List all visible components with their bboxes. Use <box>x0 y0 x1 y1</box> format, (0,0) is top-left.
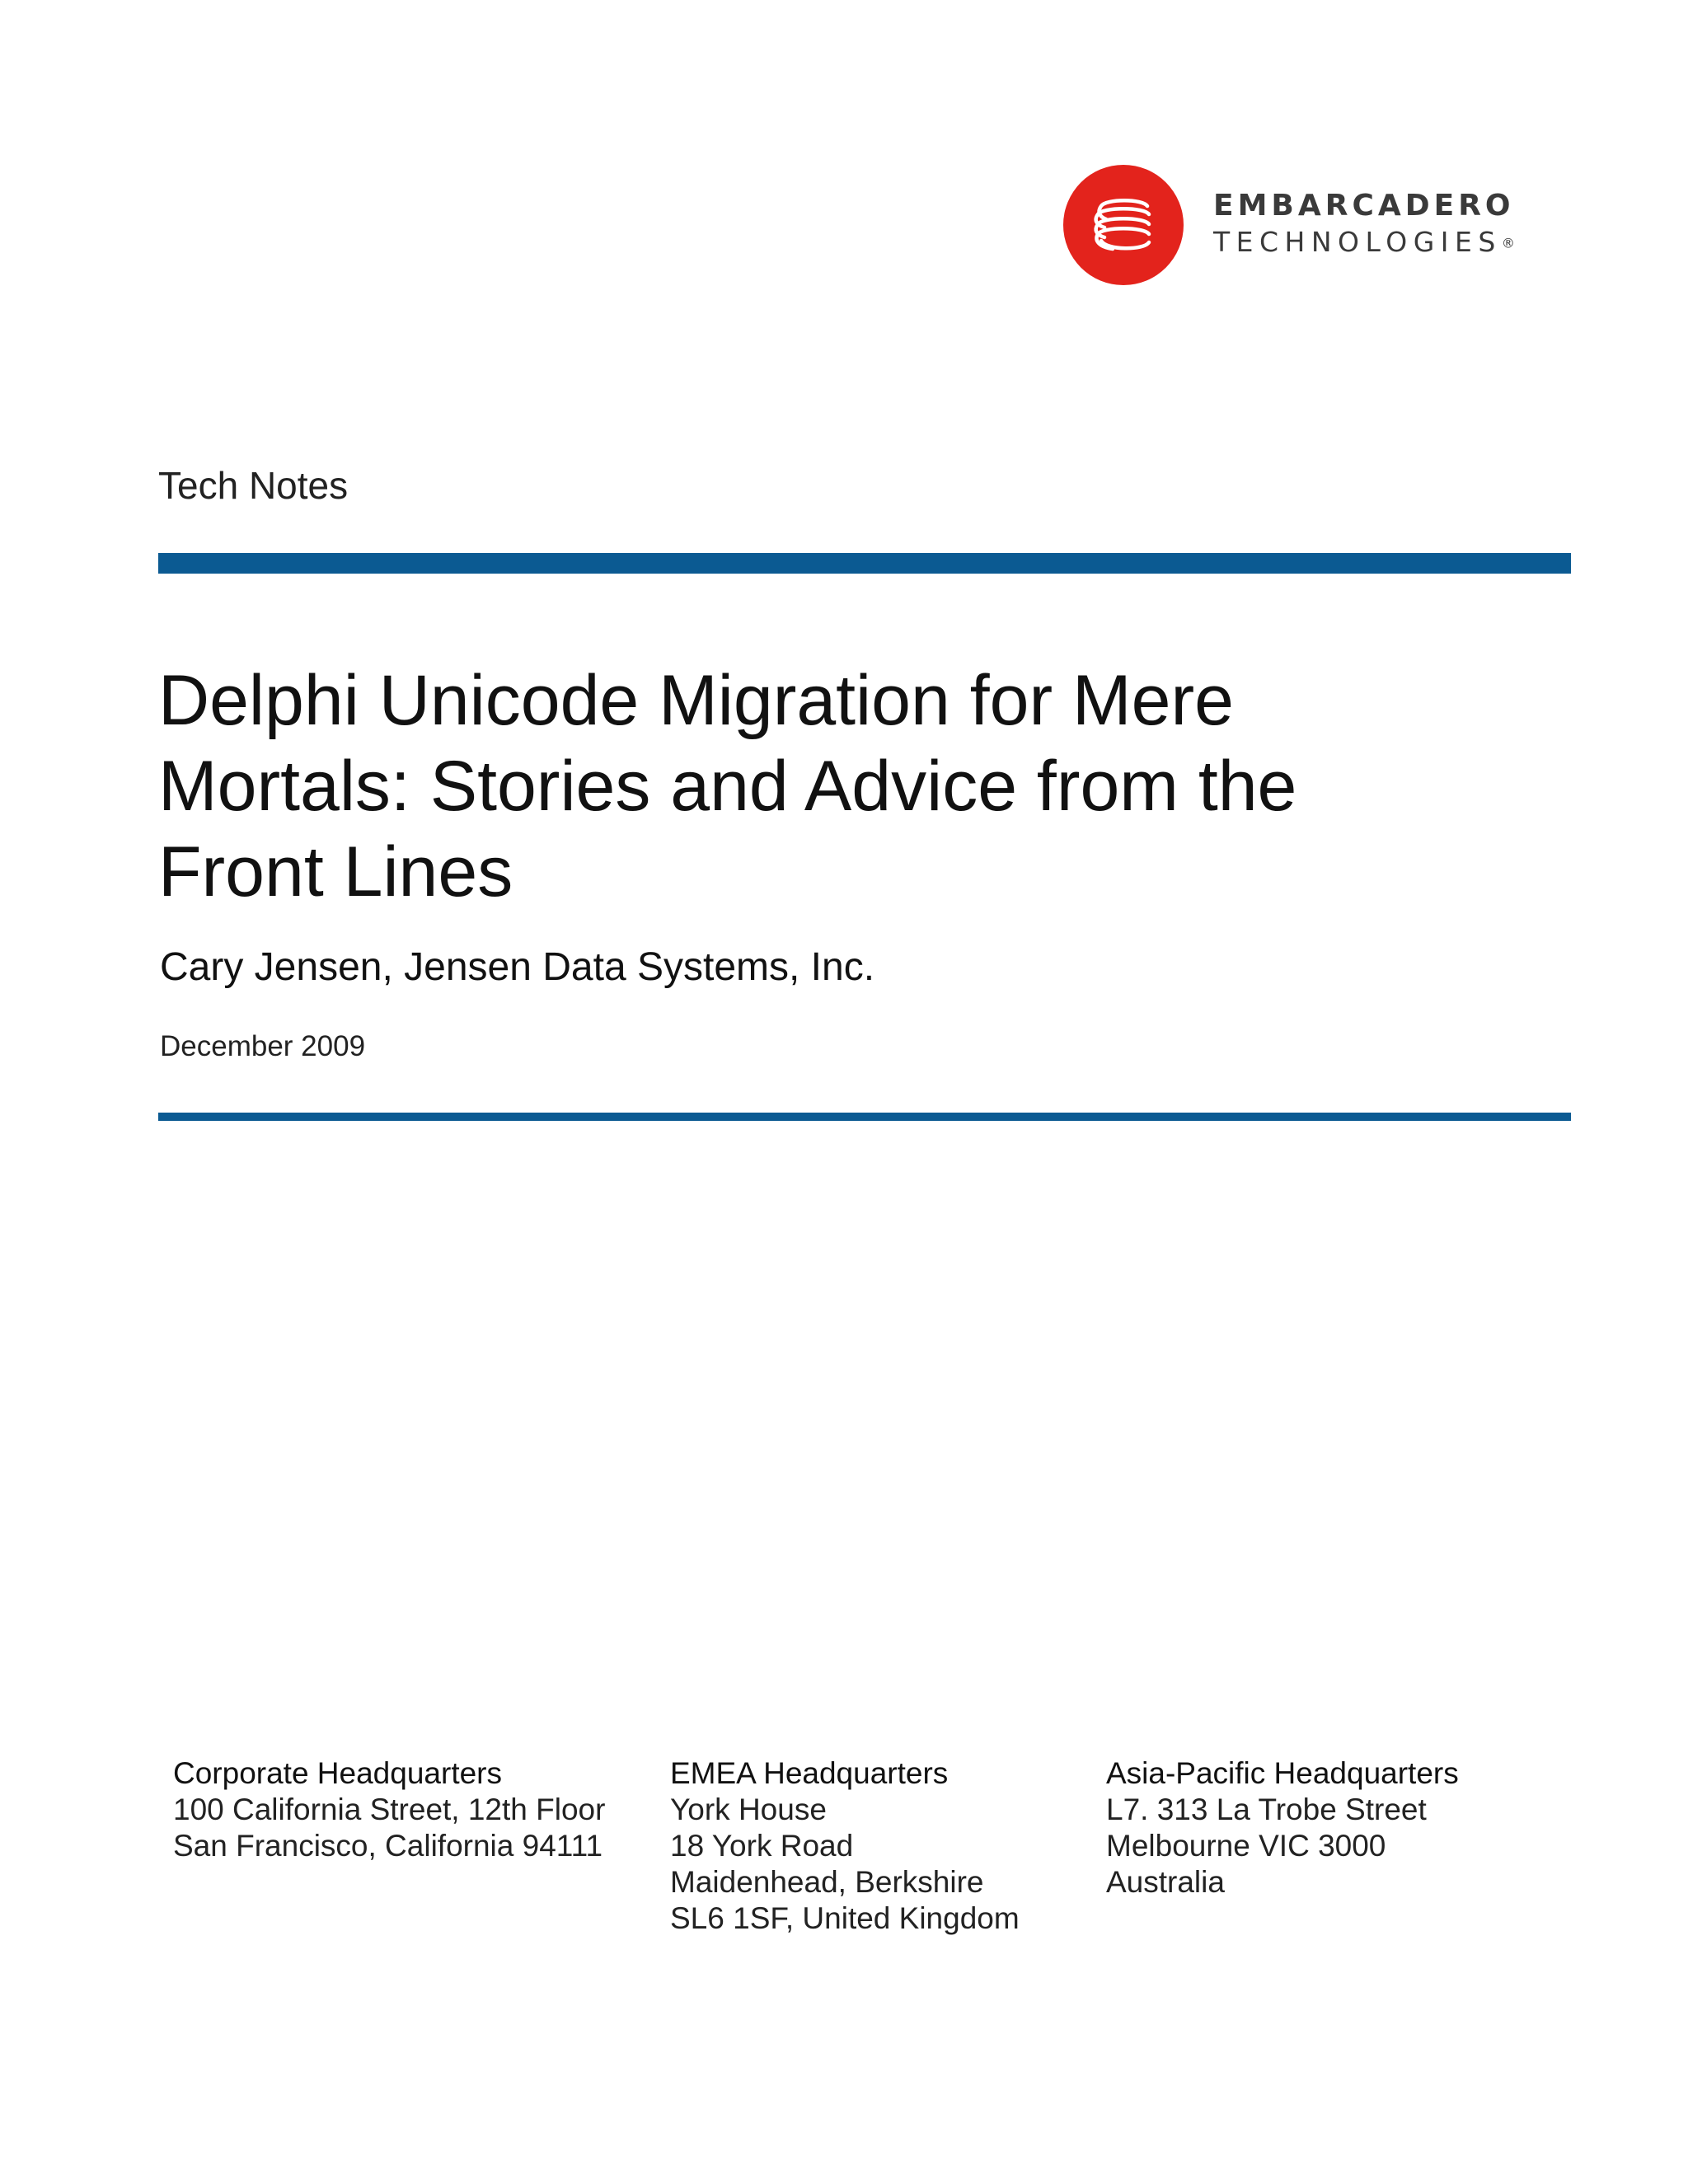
registered-mark: ® <box>1501 235 1515 251</box>
address-line: 18 York Road <box>670 1829 854 1863</box>
section-label: Tech Notes <box>158 464 349 507</box>
logo-wordmark <box>1213 190 1543 260</box>
address-line: SL6 1SF, United Kingdom <box>670 1901 1020 1935</box>
hq-heading: Corporate Headquarters <box>173 1756 502 1790</box>
title-line-2: Mortals: Stories and Advice from the <box>158 747 1297 826</box>
author-line: Cary Jensen, Jensen Data Systems, Inc. <box>160 945 875 989</box>
company-logo <box>1063 165 1541 284</box>
corporate-hq-address <box>173 1755 605 1864</box>
bottom-divider <box>158 1113 1571 1121</box>
address-line: Melbourne VIC 3000 <box>1106 1829 1386 1863</box>
title-line-1: Delphi Unicode Migration for Mere <box>158 661 1234 740</box>
logo-line-1: EMBARCADERO <box>1213 189 1515 223</box>
logo-line-2-text: TECHNOLOGIES <box>1213 226 1502 258</box>
hq-heading: Asia-Pacific Headquarters <box>1106 1756 1459 1790</box>
database-stack-icon <box>1063 165 1184 285</box>
asia-pacific-hq-address <box>1106 1755 1459 1900</box>
emea-hq-address <box>670 1755 1020 1937</box>
logo-line-2 <box>1213 226 1543 260</box>
top-divider <box>158 553 1571 574</box>
address-line: Australia <box>1106 1865 1225 1899</box>
address-line: York House <box>670 1793 827 1826</box>
title-line-3: Front Lines <box>158 832 513 912</box>
address-line: 100 California Street, 12th Floor <box>173 1793 606 1826</box>
address-line: L7. 313 La Trobe Street <box>1106 1793 1427 1826</box>
document-title <box>158 658 1559 915</box>
hq-heading: EMEA Headquarters <box>670 1756 949 1790</box>
address-line: San Francisco, California 94111 <box>173 1829 603 1863</box>
publication-date: December 2009 <box>160 1030 366 1062</box>
address-line: Maidenhead, Berkshire <box>670 1865 984 1899</box>
